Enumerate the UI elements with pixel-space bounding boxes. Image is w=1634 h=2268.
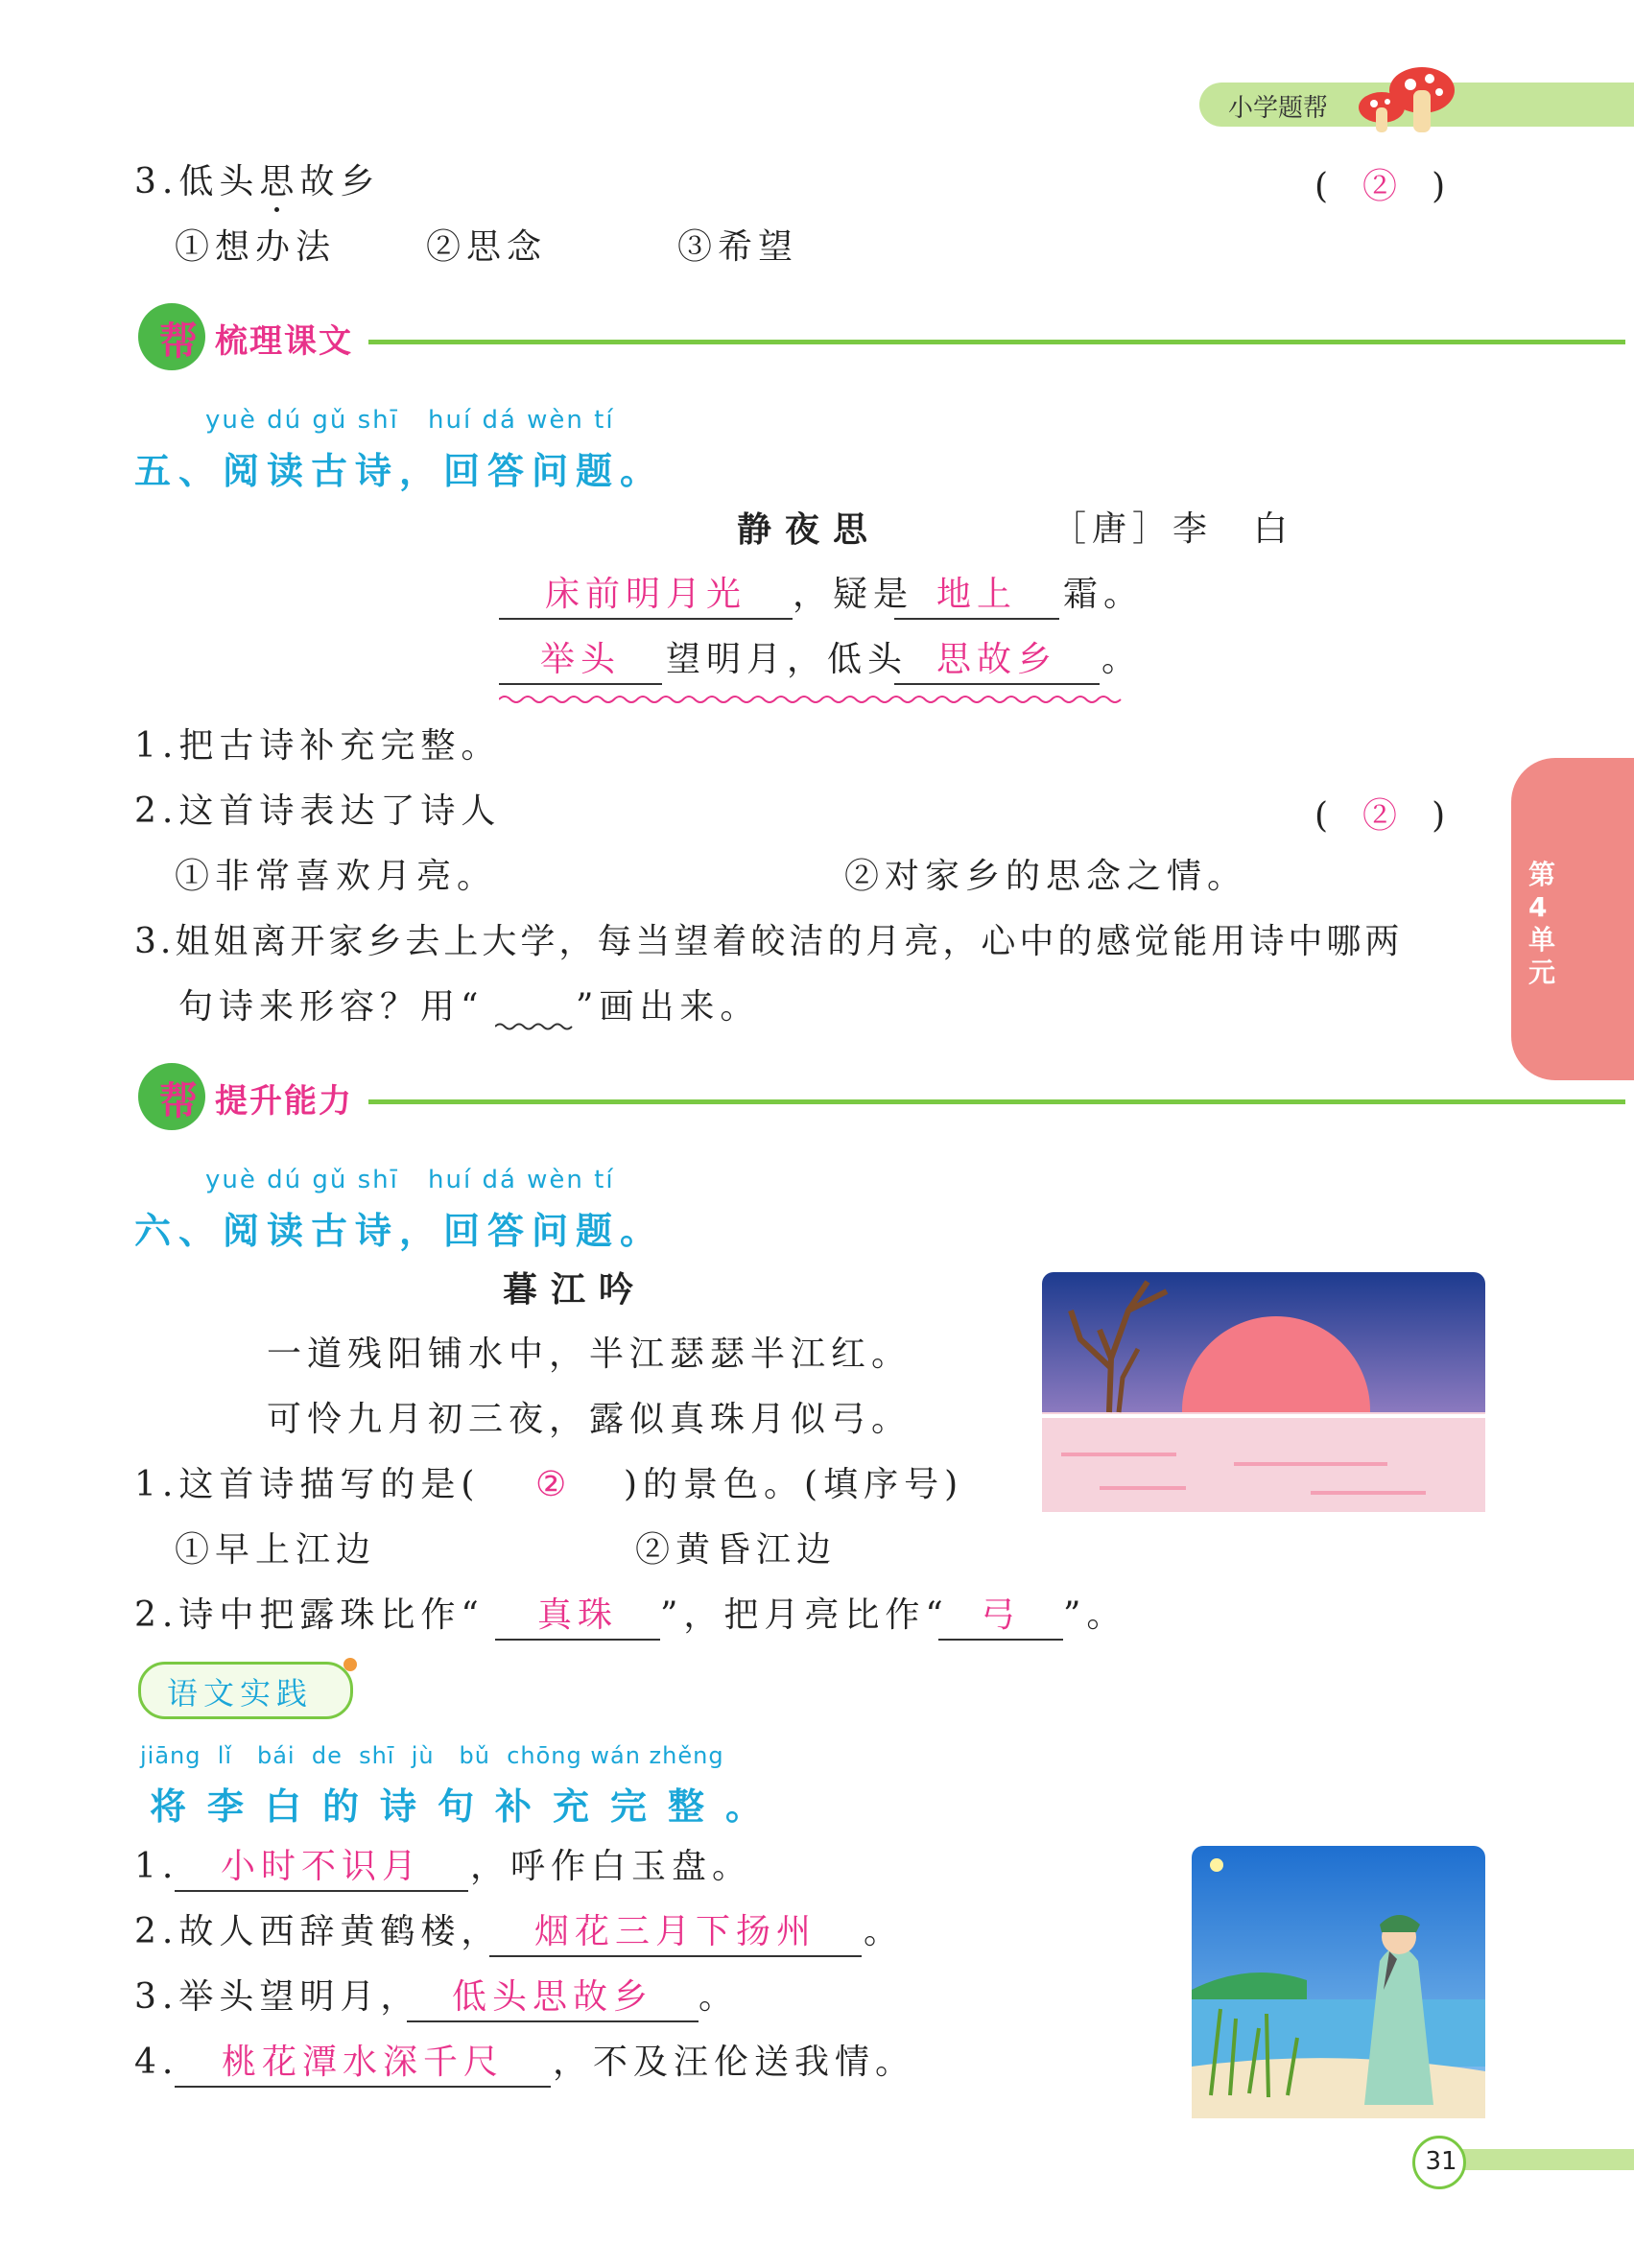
part6-q1-option-2: ②黄昏江边	[635, 1530, 838, 1570]
sunset-river-illustration	[1042, 1272, 1485, 1512]
q3-top-option-1: ①想办法	[175, 227, 337, 267]
part6-q2-c: ”。	[1063, 1595, 1127, 1635]
poem1-blank-2[interactable]: 地上	[894, 572, 1059, 620]
part6-q2-blank-1[interactable]: 真珠	[495, 1593, 660, 1641]
poem1-line2-end: 。	[1101, 640, 1143, 679]
header-tab-label: 小学题帮	[1228, 94, 1329, 123]
poem1-line1-mid: ，疑是	[793, 575, 914, 614]
practice-item-2-after: 。	[864, 1912, 905, 1951]
q3-top-stem: 3.低头思故乡	[134, 162, 381, 201]
part5-q2-option-2: ②对家乡的思念之情。	[844, 857, 1248, 896]
section-bang: 帮	[159, 1079, 198, 1123]
q3-top-answer-paren: ( ② )	[1314, 167, 1446, 206]
poem1-blank-4[interactable]: 思故乡	[894, 637, 1100, 685]
poem1-title: 静夜思	[737, 509, 882, 550]
part5-q2-answer: ②	[1362, 796, 1398, 836]
section-title: 梳理课文	[215, 322, 353, 361]
q3-top-answer: ②	[1362, 167, 1398, 206]
section-header-sort	[138, 303, 1491, 370]
emphasis-dot	[274, 207, 279, 212]
practice-item-1-num: 1.	[134, 1847, 179, 1886]
page-number-bar	[1439, 2149, 1634, 2170]
practice-item-4-num: 4.	[134, 2043, 179, 2082]
part5-q3-line2a: 句诗来形容？用“	[178, 987, 485, 1027]
part5-q2-answer-paren: ( ② )	[1314, 796, 1446, 836]
part5-pinyin-b: huí dá wèn tí	[428, 406, 615, 435]
part6-q1-answer: ②	[535, 1465, 573, 1504]
part6-q1-stem-a: 1.这首诗描写的是(	[134, 1465, 481, 1504]
mushroom-icon	[1353, 58, 1468, 144]
q3-top-option-3: ③希望	[677, 227, 799, 267]
unit-side-tab-label: 第4单元	[1528, 859, 1556, 988]
poem2-line-2: 可怜九月初三夜，露似真珠月似弓。	[267, 1400, 912, 1439]
practice-item-3-blank[interactable]: 低头思故乡	[407, 1974, 699, 2022]
part5-q1: 1.把古诗补充完整。	[134, 726, 502, 766]
part5-pinyin-a: yuè dú gǔ shī	[205, 406, 399, 435]
practice-pinyin: jiāng lǐ bái de shī jù bǔ chōng wán zhěng	[140, 1742, 724, 1769]
practice-heading: 将李白的诗句补充完整。	[150, 1785, 784, 1828]
part6-pinyin-a: yuè dú gǔ shī	[205, 1166, 399, 1194]
part5-q3-line1: 3.姐姐离开家乡去上大学，每当望着皎洁的月亮，心中的感觉能用诗中哪两	[134, 922, 1404, 961]
poem1-line1-end: 霜。	[1063, 575, 1145, 614]
part5-q2-option-1: ①非常喜欢月亮。	[175, 857, 498, 896]
section-rule	[368, 1099, 1625, 1104]
practice-item-3-num: 3.举头望明月，	[134, 1977, 421, 2017]
part6-pinyin-b: huí dá wèn tí	[428, 1166, 615, 1194]
part5-q3-line2b: ”画出来。	[576, 987, 761, 1027]
poem1-blank-1[interactable]: 床前明月光	[499, 572, 793, 620]
wavy-underline	[499, 693, 1125, 706]
section-bang: 帮	[159, 319, 198, 364]
part5-q2-stem: 2.这首诗表达了诗人	[134, 791, 502, 831]
practice-item-2-num: 2.故人西辞黄鹤楼，	[134, 1912, 502, 1951]
poem1-line2-mid: 望明月，低头	[666, 640, 909, 679]
practice-item-4-after: ，不及汪伦送我情。	[553, 2043, 916, 2082]
practice-item-2-blank[interactable]: 烟花三月下扬州	[489, 1909, 862, 1957]
practice-item-4-blank[interactable]: 桃花潭水深千尺	[175, 2040, 551, 2088]
poem1-blank-3[interactable]: 举头	[499, 637, 662, 685]
part6-q2-a: 2.诗中把露珠比作“	[134, 1595, 485, 1635]
practice-badge-dot	[343, 1658, 357, 1671]
part6-q2-b: ”，把月亮比作“	[660, 1595, 949, 1635]
poem2-title: 暮江吟	[503, 1269, 648, 1310]
practice-item-1-blank[interactable]: 小时不识月	[175, 1844, 468, 1892]
part6-heading: 六、阅读古诗，回答问题。	[134, 1210, 665, 1252]
part6-q1-option-1: ①早上江边	[175, 1530, 377, 1570]
wavy-sample	[495, 1021, 576, 1032]
poem1-author: ［唐］李 白	[1052, 509, 1294, 549]
section-title: 提升能力	[215, 1082, 353, 1121]
section-header-improve	[138, 1063, 1491, 1130]
q3-top-option-2: ②思念	[426, 227, 548, 267]
part5-heading: 五、阅读古诗，回答问题。	[134, 450, 665, 492]
page-number: 31	[1425, 2147, 1457, 2176]
practice-item-3-after: 。	[699, 1977, 740, 2017]
practice-item-1-after: ，呼作白玉盘。	[470, 1847, 753, 1886]
part6-q2-blank-2[interactable]: 弓	[938, 1593, 1063, 1641]
part6-q1-stem-b: )的景色。(填序号)	[624, 1465, 964, 1504]
practice-label: 语文实践	[167, 1675, 314, 1712]
poem2-line-1: 一道残阳铺水中，半江瑟瑟半江红。	[267, 1335, 912, 1374]
section-rule	[368, 340, 1625, 344]
poet-illustration	[1192, 1846, 1485, 2118]
